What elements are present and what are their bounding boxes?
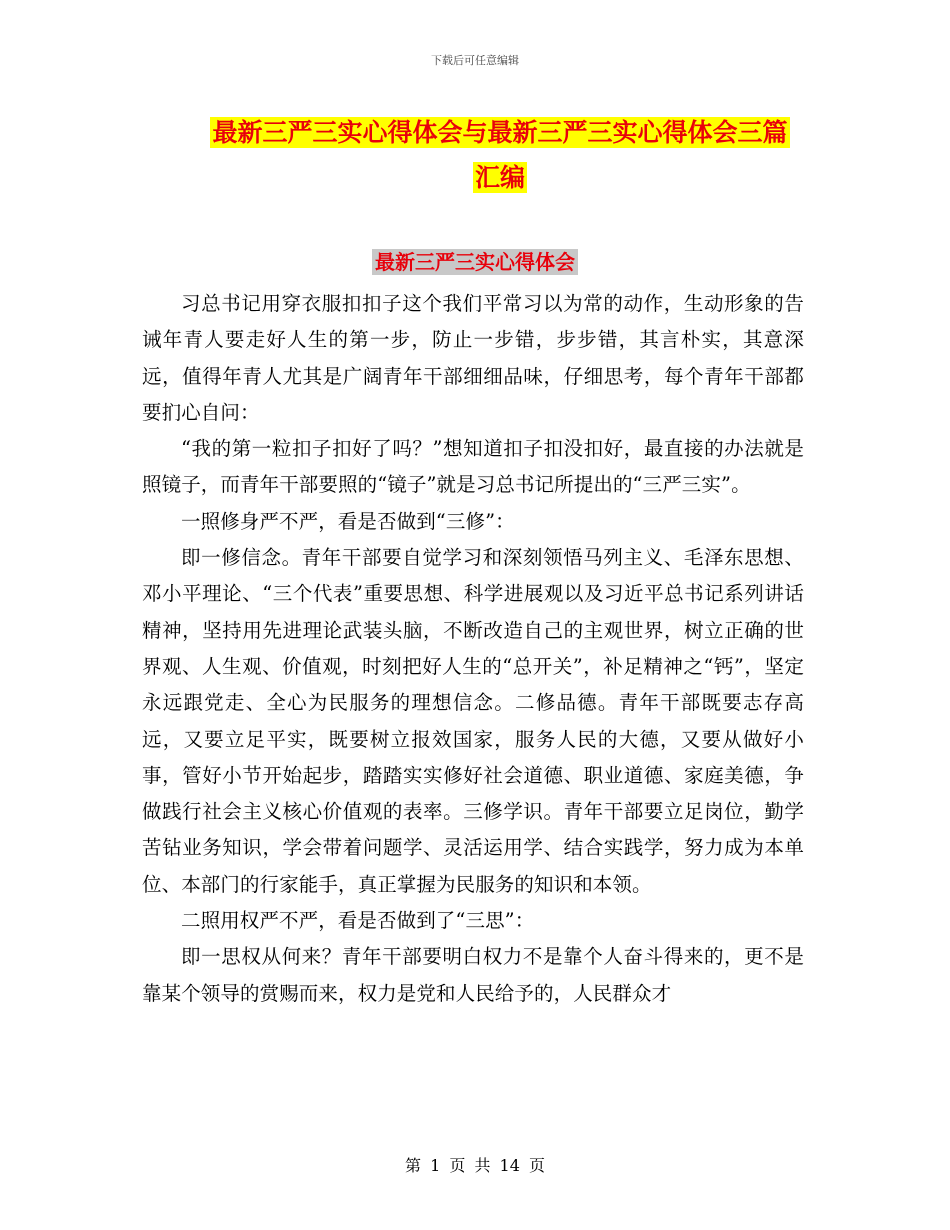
- page-footer: 第 1 页 共 14 页: [405, 1156, 545, 1175]
- paragraph: 一照修身严不严，看是否做到“三修”：: [181, 509, 515, 533]
- header-note: 下载后可任意编辑: [431, 54, 519, 67]
- document-title: [140, 110, 860, 200]
- section-title: [0, 247, 950, 277]
- paragraph: 二照用权严不严，看是否做到了“三思”：: [181, 909, 535, 933]
- paragraph: 即一思权从何来？青年干部要明白权力不是靠个人奋斗得来的，更不是靠某个领导的赏赐而来，权力是党和人民给予的，人民群众才: [142, 945, 804, 1005]
- title-line-2: 汇编: [474, 163, 525, 192]
- section-title-text: 最新三严三实心得体会: [372, 249, 578, 275]
- paragraph: 习总书记用穿衣服扣扣子这个我们平常习以为常的动作，生动形象的告诫年青人要走好人生的第一步，防止一步错，步步错，其言朴实，其意深远，值得年青人尤其是广阔青年干部细细品味，仔细思考，每个青年干部都要扪心自问：: [142, 292, 804, 424]
- paragraph: 即一修信念。青年干部要自觉学习和深刻领悟马列主义、毛泽东思想、邓小平理论、“三个代表”重要思想、科学进展观以及习近平总书记系列讲话精神，坚持用先进理论武装头脑，不断改造自己的主观世界，树立正确的世界观、人生观、价值观，时刻把好人生的“总开关”，补足精神之“钙”，坚定永远跟党走、全心为民服务的理想信念。二修品德。青年干部既要志存高远，又要立足平实，既要树立报效国家，服务人民的大德，又要从做好小事，管好小节开始起步，踏踏实实修好社会道德、职业道德、家庭美德，争做践行社会主义核心价值观的表率。三修学识。青年干部要立足岗位，勤学苦钻业务知识，学会带着问题学、灵活运用学、结合实践学，努力成为本单位、本部门的行家能手，真正掌握为民服务的知识和本领。: [142, 546, 804, 896]
- title-line-1: 最新三严三实心得体会与最新三严三实心得体会三篇: [212, 118, 788, 147]
- paragraph: “我的第一粒扣子扣好了吗？”想知道扣子扣没扣好，最直接的办法就是照镜子，而青年干部要照的“镜子”就是习总书记所提出的“三严三实”。: [142, 437, 804, 497]
- body-text: [142, 286, 804, 1012]
